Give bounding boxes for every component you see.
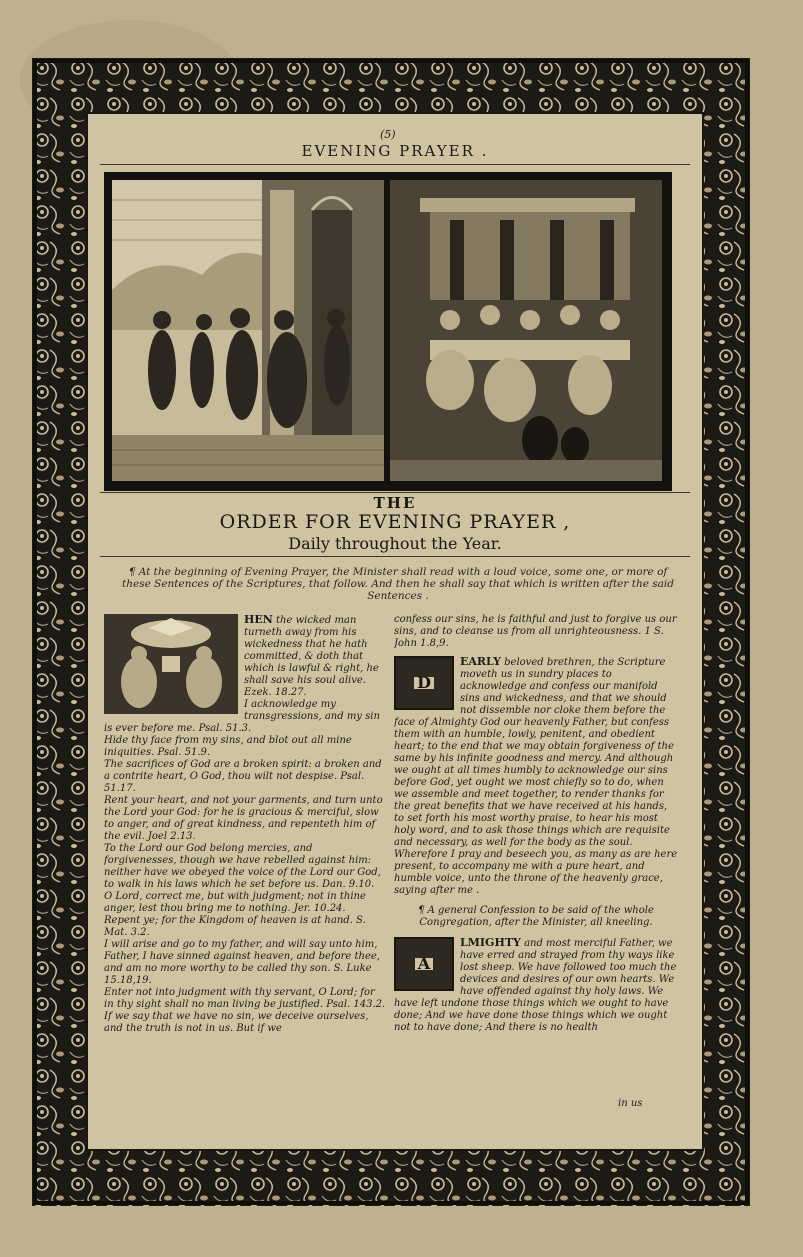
dropcap-w-engraving-icon <box>104 614 238 714</box>
sentence-psalm-143: Enter not into judgment with thy servant, O Lord; for in thy sight shall no man living be justified. Psal. 143.2. <box>104 987 386 1010</box>
text-page <box>86 112 704 1151</box>
sentence-1-john-continued: confess our sins, he is faithful and just to forgive us our sins, and to cleanse us from all unrighteousness. 1 S. John 1.8,9. <box>394 614 677 649</box>
catchword: in us <box>618 1098 643 1109</box>
page-number: (5) <box>380 128 396 141</box>
left-column <box>104 614 386 1074</box>
header-rule <box>100 164 690 165</box>
sentence-ezekiel: the wicked man turneth away from his wickedness that he hath committed, & doth that which is lawful & right, he shall save his soul alive. Ezek. 18.27. <box>244 615 379 698</box>
title-the: THE <box>373 494 417 512</box>
opening-capitals: HEN <box>244 614 273 626</box>
prodigal-son-engraving-icon <box>112 180 384 481</box>
confession-rubric: ¶ A general Confession to be said of the whole Congregation, after the Minister, all kneeling. <box>418 905 654 928</box>
sentence-psalm-51-3: I acknowledge my transgressions, and my sin is ever before me. Psal. 51.3. <box>104 699 380 734</box>
sentence-luke: I will arise and go to my father, and will say unto him, Father, I have sinned against heaven, and before thee, and am no more worthy to be called thy son. S. Luke 15.18,19. <box>104 939 380 986</box>
sentence-1-john: If we say that we have no sin, we deceive ourselves, and the truth is not in us. But if we <box>104 1011 369 1034</box>
confession-capitals: LMIGHTY <box>460 936 521 949</box>
title-rule <box>100 492 690 493</box>
running-header: EVENING PRAYER . <box>301 142 489 160</box>
sentence-matthew: Repent ye; for the Kingdom of heaven is at hand. S. Mat. 3.2. <box>104 915 366 938</box>
sentence-psalm-51-17: The sacrifices of God are a broken spirit: a broken and a contrite heart, O God, thou wilt not despise. Psal. 51.17. <box>104 759 382 794</box>
dropcap-d: D <box>394 656 454 710</box>
sentence-jeremiah: O Lord, correct me, but with judgment; not in thine anger, lest thou bring me to nothing. Jer. 10.24. <box>104 891 366 914</box>
feast-engraving-icon <box>390 180 662 481</box>
engraving-frame <box>104 172 672 491</box>
dropcap-a: A <box>394 937 454 991</box>
right-column <box>394 614 678 1089</box>
confession-text: and most merciful Father, we have erred and strayed from thy ways like lost sheep. We have followed too much the devices and desires of our own hearts. We have offended against thy holy laws. We have left undone those things which we ought to have done; And we have done those things which we ought not to have done; And there is no health <box>394 938 677 1033</box>
subtitle-rule <box>100 556 690 557</box>
sentence-joel: Rent your heart, and not your garments, and turn unto the Lord your God: for he is gracious & merciful, slow to anger, and of great kindness, and repenteth him of the evil. Joel 2.13. <box>104 795 383 842</box>
exhortation-capitals: EARLY <box>460 655 501 668</box>
title-subtitle: Daily throughout the Year. <box>288 534 502 553</box>
sentence-daniel: To the Lord our God belong mercies, and forgivenesses, though we have rebelled against him: neither have we obeyed the voice of the Lord our God, to walk in his laws which he set before us. Dan. 9.10. <box>104 843 381 890</box>
exhortation-text: beloved brethren, the Scripture moveth us in sundry places to acknowledge and confess our manifold sins and wickedness, and that we should not dissemble nor cloke them before the face of Almighty God our heavenly Father, but confess them with an humble, lowly, penitent, and obedient heart; to the end that we may obtain forgiveness of the same by his infinite goodness and mercy. And although we ought at all times humbly to acknowledge our sins before God, yet ought we most chiefly so to do, when we assemble and meet together, to render thanks for the great benefits that we have received at his hands, to set forth his most worthy praise, to hear his most holy word, and to ask those things which are requisite and necessary, as well for the body as the soul. Wherefore I pray and beseech you, as many as are here present, to accompany me with a pure heart, and humble voice, unto the throne of the heavenly grace, saying after me . <box>394 657 678 896</box>
opening-rubric: ¶ At the beginning of Evening Prayer, the Minister shall read with a loud voice, some one, or more of these Sentences of the Scriptures, that follow. And then he shall say that which is written after the said Sentences . <box>122 566 674 602</box>
sentence-psalm-51-9: Hide thy face from my sins, and blot out all mine iniquities. Psal. 51.9. <box>104 735 352 758</box>
title-main: ORDER FOR EVENING PRAYER , <box>219 511 571 533</box>
